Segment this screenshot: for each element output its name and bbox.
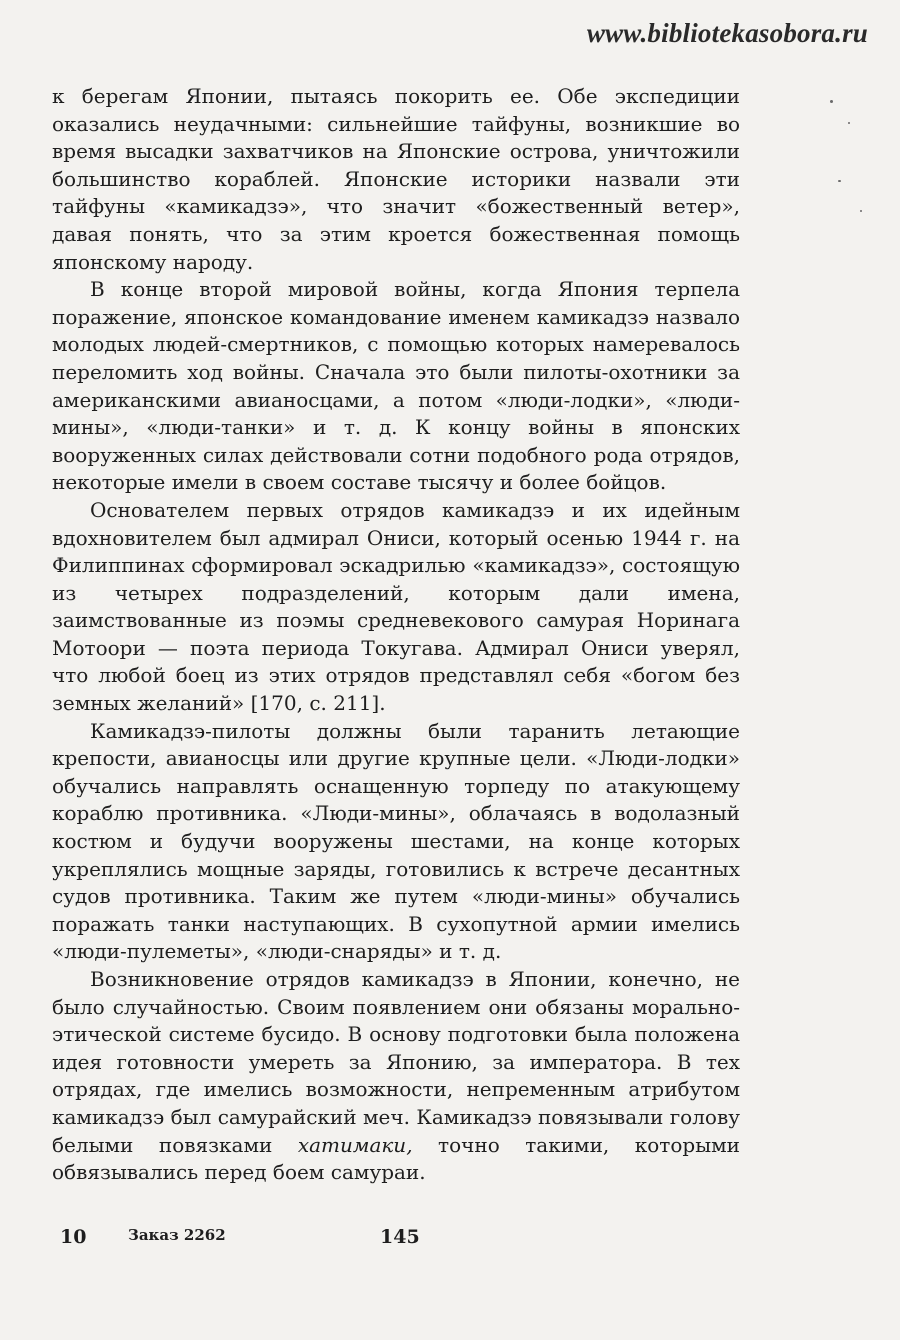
page-number: 145 [380,1226,420,1248]
paragraph: Основателем первых отрядов камикадзэ и их идейным вдохновителем был адмирал Ониси, который осенью 1944 г. на Филиппинах сформировал эскадрилью «камикадзэ», состоящую из четырех подразделений, которым дали имена, заимствованные из поэмы средневекового самурая Норинага Мотоори — поэта периода Токугава. Адмирал Ониси уверял, что любой боец из этих отрядов представлял себя «богом без земных желаний» [170, с. 211]. [52,497,740,716]
italic-term: хатимаки, [297,1132,413,1157]
watermark: www.bibliotekasobora.ru [586,18,868,48]
paragraph-text: Возникновение отрядов камикадзэ в Японии, конечно, не было случайностью. Своим появлением они обязаны морально-этической системе бусидо. В основу подготовки была положена идея готовности умереть за Японию, за императора. В тех отрядах, где имелись возможности, непременным атрибутом камикадзэ был самурайский меч. Камикадзэ повязывали голову белыми повязками [52,967,740,1157]
paragraph: Камикадзэ-пилоты должны были таранить летающие крепости, авианосцы или другие крупные цели. «Люди-лодки» обучались направлять оснащенную торпеду по атакующему кораблю противника. «Люди-мины», облачаясь в водолазный костюм и будучи вооружены шестами, на конце которых укреплялись мощные заряды, готовились к встрече десантных судов противника. Таким же путем «люди-мины» обучались поражать танки наступающих. В сухопутной армии имелись «люди-пулеметы», «люди-снаряды» и т. д. [52,718,740,964]
paragraph: В конце второй мировой войны, когда Япония терпела поражение, японское командование именем камикадзэ назвало молодых людей-смертников, с помощью которых намеревалось переломить ход войны. Сначала это были пилоты-охотники за американскими авианосцами, а потом «люди-лодки», «люди-мины», «люди-танки» и т. д. К концу войны в японских вооруженных силах действовали сотни подобного рода отрядов, некоторые имели в своем составе тысячу и более бойцов. [52,277,740,495]
paragraph [52,966,740,1187]
page-text [52,83,740,1187]
signature-number: 10 [60,1226,87,1248]
paragraph: к берегам Японии, пытаясь покорить ее. Обе экспедиции оказались неудачными: сильнейшие тайфуны, возникшие во время высадки захватчиков на Японские острова, уничтожили большинство кораблей. Японские историки назвали эти тайфуны «камикадзэ», что значит «божественный ветер», давая понять, что за этим кроется божественная помощь японскому народу. [52,84,740,274]
print-order: Заказ 2262 [128,1226,226,1244]
page-footer [60,1226,740,1250]
scan-specks [820,60,880,260]
paragraph-text-end: точно такими, которыми обвязывались перед боем самураи. [52,1132,740,1185]
